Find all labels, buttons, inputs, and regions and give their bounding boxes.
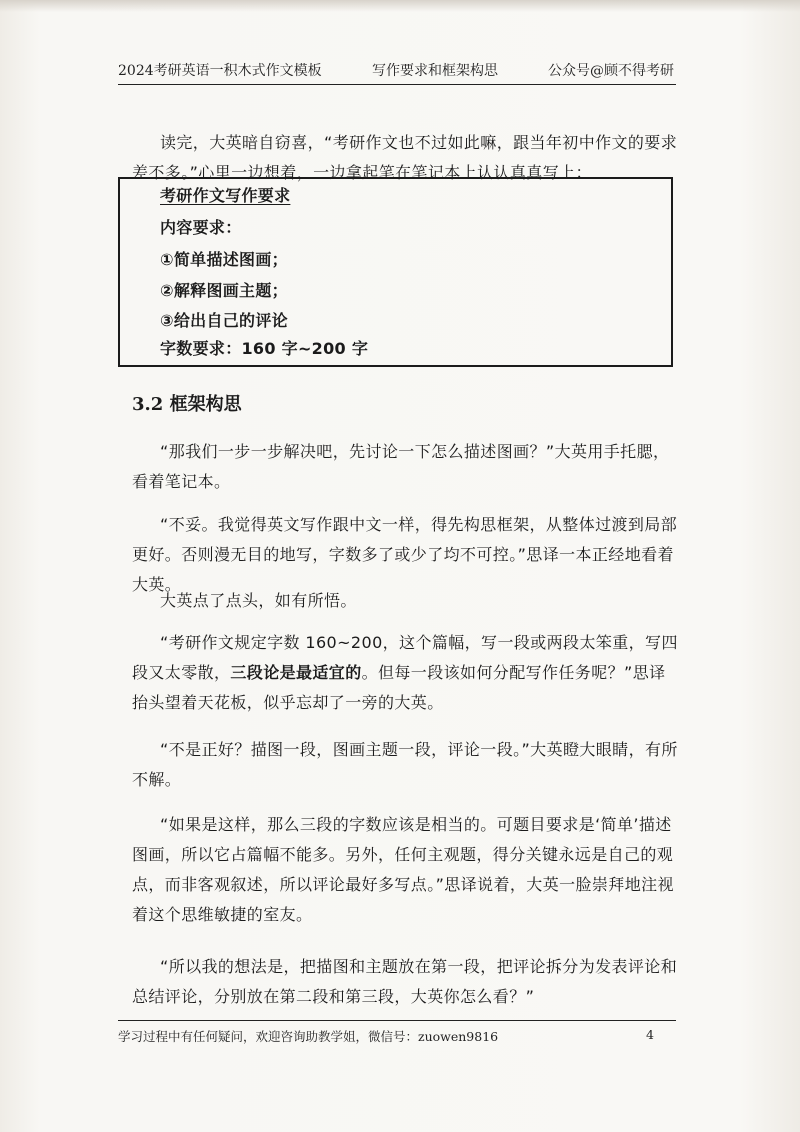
section-heading: 3.2 框架构思 [132,394,242,415]
page-top-shadow [0,0,800,12]
requirements-box [118,177,673,367]
header-account: 公众号@顾不得考研 [548,63,674,79]
paragraph-word-allocation: “如果是这样，那么三段的字数应该是相当的。可题目要求是‘简单’描述图画，所以它占篇幅不能多。另外，任何主观题，得分关键永远是自己的观点，而非客观叙述，所以评论最好多写点。”思译说着，大英一脸崇拜地注视着这个思维敏捷的室友。 [132,815,674,924]
paragraph-proposal: “所以我的想法是，把描图和主题放在第一段，把评论拆分为发表评论和总结评论，分别放在第二段和第三段，大英你怎么看？” [132,957,678,1006]
page-footer [118,1027,674,1047]
footer-contact-note: 学习过程中有任何疑问，欢迎咨询助教学姐，微信号：zuowen9816 [118,1029,499,1044]
header-book-title: 2024考研英语一积木式作文模板 [118,63,322,79]
p5-emphasis: 三段论是最适宜的 [230,663,362,682]
requirements-title: 考研作文写作要求 [160,186,291,205]
paragraph-three-paragraphs [132,628,680,718]
word-count-requirement: 字数要求：160 字~200 字 [160,339,369,358]
p5-text-before: “考研作文规定字数 160~200，这个篇幅，写一段或两段太笨重，写四段又太零散， [132,633,678,682]
page-header [118,58,678,82]
p5-text-after: 。但每一段该如何分配写作任务呢？”思译抬头望着天花板，似乎忘却了一旁的大英。 [132,663,666,712]
paragraph-nod: 大英点了点头，如有所悟。 [160,591,357,610]
paragraph-describe-question: “那我们一步一步解决吧，先讨论一下怎么描述图画？”大英用手托腮，看着笔记本。 [132,442,670,491]
paragraph-one-each: “不是正好？描图一段，图画主题一段，评论一段。”大英瞪大眼睛，有所不解。 [132,740,678,789]
page-number: 4 [646,1027,654,1042]
header-chapter-title: 写作要求和框架构思 [372,63,498,79]
header-rule [118,84,676,85]
content-requirements-label: 内容要求： [160,218,242,237]
paragraph-intro: 读完，大英暗自窃喜，“考研作文也不过如此嘛，跟当年初中作文的要求差不多。”心里一边想着，一边拿起笔在笔记本上认认真真写上： [132,133,678,182]
requirement-item-1: ①简单描述图画； [160,250,288,269]
footer-rule [118,1020,676,1021]
requirement-item-3: ③给出自己的评论 [160,311,288,330]
paragraph-framework-first: “不妥。我觉得英文写作跟中文一样，得先构思框架，从整体过渡到局部更好。否则漫无目的地写，字数多了或少了均不可控。”思译一本正经地看着大英。 [132,515,678,594]
requirement-item-2: ②解释图画主题； [160,281,288,300]
